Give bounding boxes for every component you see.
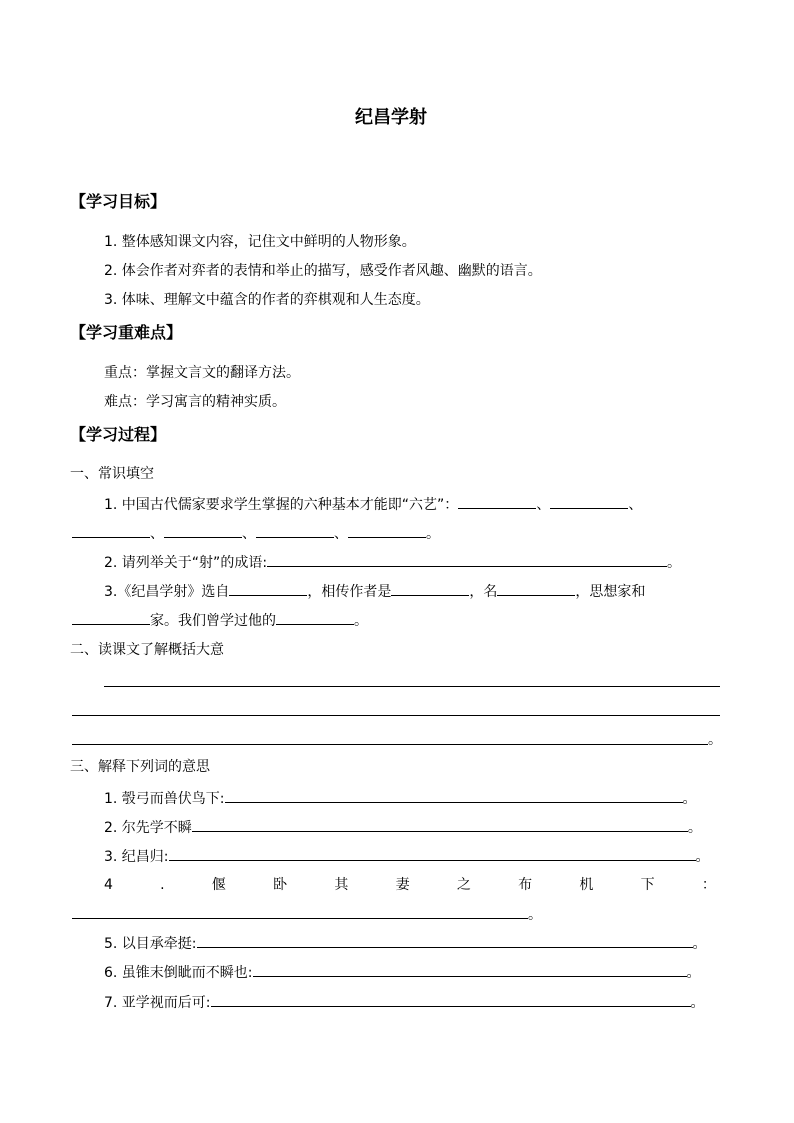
- question-1-line1: [104, 494, 642, 515]
- question-2: [104, 552, 681, 573]
- vocab-text: 7. 亚学视而后可:: [104, 995, 211, 1011]
- focus-point: 重点：掌握文言文的翻译方法。: [104, 365, 300, 381]
- blank-field[interactable]: [348, 523, 426, 538]
- blank-field[interactable]: [225, 788, 683, 803]
- vocab-text: 5. 以目承牵挺:: [104, 936, 197, 952]
- question-3-text: ，思想家和: [575, 584, 646, 600]
- section-header-goals: 【学习目标】: [70, 192, 167, 211]
- vocab-text: 1. 彀弓而兽伏鸟下:: [104, 791, 225, 807]
- part2-heading: 二、读课文了解概括大意: [70, 642, 224, 658]
- separator: 、: [334, 526, 348, 542]
- blank-field[interactable]: [72, 523, 150, 538]
- question-2-text: 2. 请列举关于“射”的成语:: [104, 555, 268, 571]
- vocab-char: .: [160, 877, 165, 893]
- blank-field[interactable]: [267, 552, 667, 567]
- answer-line[interactable]: [72, 744, 708, 745]
- blank-field[interactable]: [169, 846, 696, 861]
- separator: 、: [536, 497, 551, 513]
- question-1-text: 1. 中国古代儒家要求学生掌握的六种基本才能即“六艺”：: [104, 497, 459, 513]
- answer-line[interactable]: [104, 686, 720, 687]
- question-3-text: ，相传作者是: [307, 584, 392, 600]
- separator: 、: [242, 526, 256, 542]
- goal-item-2: 2. 体会作者对弈者的表情和举止的描写，感受作者风趣、幽默的语言。: [104, 263, 542, 279]
- vocab-item-1: [104, 788, 697, 809]
- blank-field[interactable]: [211, 992, 691, 1007]
- blank-field[interactable]: [192, 817, 688, 832]
- vocab-char: ：: [701, 877, 716, 893]
- vocab-char: 卧: [273, 877, 288, 893]
- period: 。: [667, 555, 682, 571]
- answer-line[interactable]: [72, 715, 720, 716]
- vocab-item-4-line2: [72, 904, 542, 925]
- vocab-text: 6. 虽锥末倒眦而不瞬也:: [104, 965, 253, 981]
- blank-field[interactable]: [391, 581, 469, 596]
- blank-field[interactable]: [276, 610, 354, 625]
- blank-field[interactable]: [72, 610, 150, 625]
- vocab-char: 其: [334, 877, 349, 893]
- blank-field[interactable]: [497, 581, 575, 596]
- period: 。: [686, 965, 701, 981]
- blank-field[interactable]: [72, 904, 528, 919]
- part3-heading: 三、解释下列词的意思: [70, 759, 210, 775]
- blank-field[interactable]: [253, 962, 687, 977]
- vocab-char: 机: [579, 877, 594, 893]
- vocab-item-3: [104, 846, 710, 867]
- period: 。: [692, 936, 707, 952]
- vocab-text: 3. 纪昌归:: [104, 849, 169, 865]
- vocab-item-5: [104, 933, 707, 954]
- vocab-item-6: [104, 962, 701, 983]
- period: 。: [708, 732, 722, 748]
- separator: 、: [628, 497, 643, 513]
- part1-heading: 一、常识填空: [70, 466, 154, 482]
- separator: 、: [150, 526, 164, 542]
- vocab-char: 布: [518, 877, 533, 893]
- period: 。: [690, 995, 705, 1011]
- question-1-line2: [72, 523, 440, 544]
- vocab-item-7: [104, 992, 705, 1013]
- blank-field[interactable]: [229, 581, 307, 596]
- vocab-char: 偃: [211, 877, 226, 893]
- blank-field[interactable]: [164, 523, 242, 538]
- period: 。: [426, 526, 440, 542]
- vocab-char: 之: [456, 877, 471, 893]
- period: 。: [528, 907, 542, 923]
- blank-field[interactable]: [197, 933, 693, 948]
- vocab-char: 4: [104, 877, 113, 893]
- goal-item-3: 3. 体味、理解文中蕴含的作者的弈棋观和人生态度。: [104, 292, 430, 308]
- difficulty-point: 难点：学习寓言的精神实质。: [104, 394, 286, 410]
- vocab-text: 2. 尔先学不瞬: [104, 820, 192, 836]
- section-header-process: 【学习过程】: [70, 425, 167, 444]
- period: 。: [695, 849, 710, 865]
- period: 。: [687, 820, 702, 836]
- vocab-char: 妻: [395, 877, 410, 893]
- period: 。: [354, 613, 368, 629]
- question-3-line2: [72, 610, 368, 631]
- page-title: 纪昌学射: [355, 107, 427, 128]
- vocab-item-4: [104, 875, 716, 895]
- period: 。: [682, 791, 697, 807]
- section-header-key-points: 【学习重难点】: [70, 323, 183, 342]
- question-3-text: 家。我们曾学过他的: [150, 613, 276, 629]
- question-3-text: ，名: [469, 584, 498, 600]
- blank-field[interactable]: [256, 523, 334, 538]
- goal-item-1: 1. 整体感知课文内容，记住文中鲜明的人物形象。: [104, 234, 416, 250]
- question-3-text: 3.《纪昌学射》选自: [104, 584, 230, 600]
- blank-field[interactable]: [458, 494, 536, 509]
- vocab-char: 下: [640, 877, 655, 893]
- vocab-item-2: [104, 817, 702, 838]
- blank-field[interactable]: [550, 494, 628, 509]
- question-3-line1: [104, 581, 645, 602]
